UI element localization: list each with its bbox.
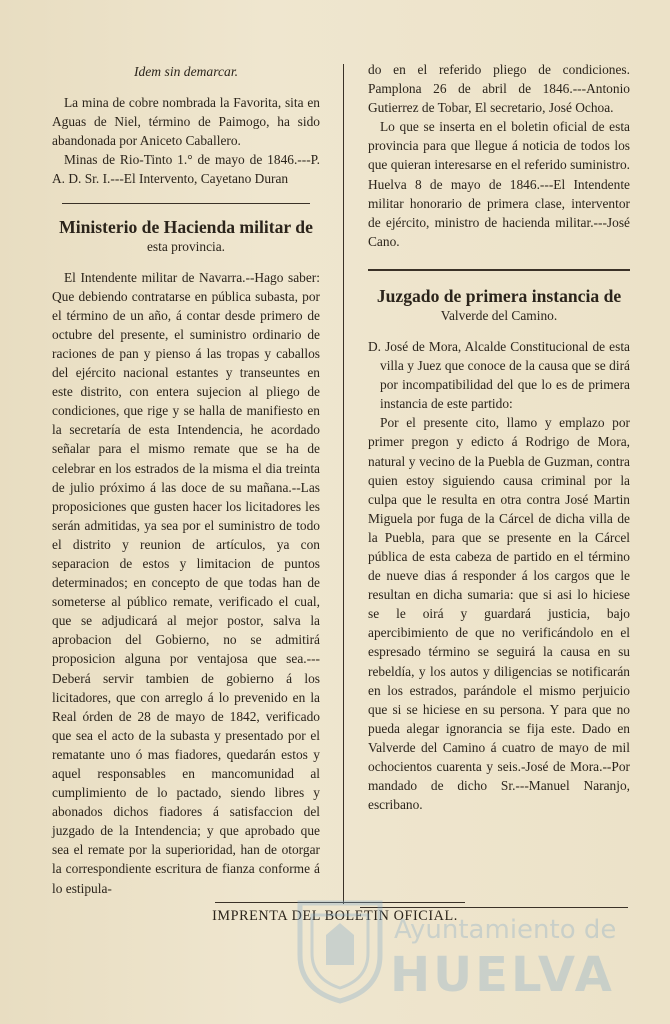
boletin-insert-paragraph: Lo que se inserta en el boletin oficial de esta provincia para que llegue á noticia de todos los que quieran interesarse en el referido suministro. Huelva 8 de mayo de 1846.---El Intendente militar honorario de primera clase, interventor de ejército, ministro de hacienda militar.---José Cano. [368, 119, 630, 249]
printer-imprint: IMPRENTA DEL BOLETIN OFICIAL. [212, 908, 458, 924]
mine-notice-signature: Minas de Rio-Tinto 1.° de mayo de 1846.---P. A. D. Sr. I.---El Intervento, Cayetano Duran [52, 152, 320, 187]
juzgado-intro-paragraph: D. José de Mora, Alcalde Constitucional de esta villa y Juez que conoce de la causa que se dirá por incompatibilidad del que lo es de primera instancia de este partido: [368, 338, 630, 412]
right-column [368, 60, 630, 914]
column-divider [343, 64, 344, 904]
juzgado-edict-body: Por el presente cito, llamo y emplazo por primer pregon y edicto á Rodrigo de Mora, natural y vecino de la Puebla de Guzman, contra quien estoy siguiendo causa criminal por la culpa que le resulta en otra contra José Martin Miguela por fuga de la Cárcel de dicha villa de la Puebla, para que se presente en la Cárcel pública de esta cabeza de partido en el término de nueve dias á responder á los cargos que le resultan en dicha sumaria: que si asi lo hiciese se le oirá y guardará justicia, bajo apercibimiento de que no verificándolo en el espresado término se seguirá la causa en su rebeldía, y los autos y diligencias se notificarán en los estrados, parándole el mismo perjuicio que si se hiciese en su persona. Y para que no pueda alegar ignorancia se fija este. Dado en Valverde del Camino á cuatro de mayo de mil ochocientos cuarenta y seis.-José de Mora.--Por mandado de dicho Sr.---Manuel Naranjo, escribano. [368, 415, 630, 813]
mine-notice-paragraph: La mina de cobre nombrada la Favorita, sita en Aguas de Niel, término de Paimogo, ha sido abandonada por Aniceto Caballero. [52, 95, 320, 149]
hacienda-notice-body: El Intendente militar de Navarra.--Hago saber: Que debiendo contratarse en pública subasta, por el término de un año, á contar desde primero de octubre del presente, el suministro ordinario de raciones de pan y pienso á las tropas y caballos del ejército nacional estantes y transeuntes en este distrito, con entera sujecion al pliego de condiciones, que rige y se halla de manifiesto en la secretaría de esta Intendencia, he acordado señalar para el mismo remate que se ha de celebrar en los estrados de la misma el dia treinta de julio próximo á las doce de su mañana.--Las proposiciones que gusten hacer los licitadores les serán admitidas, ya sea por el suministro de todo el distrito y reunion de artículos, ya con separacion de estos y limitacion de puntos determinados; en concepto de que todas han de someterse al público remate, verificado el cual, que se adjudicará al mejor postor, salva la aprobacion del Gobierno, no se admitirá proposicion alguna por ventajosa que sea.---Deberá servir tambien de gobierno á los licitadores, que con arreglo á lo prevenido en la Real órden de 28 de mayo de 1842, verificado que sea el acto de la subasta y presentado por el rematante uno ó mas fiadores, quedarán estos y aquel responsables en mancomunidad al cumplimiento de lo pactado, siendo libres y abonados dichos fiadores á satisfaccion del juzgado de la Intendencia; y que aprobado que sea el remate por la superioridad, han de otorgar la correspondiente escritura de fianza conforme á lo estipula- [52, 269, 320, 896]
watermark-line1: Ayuntamiento de [394, 915, 617, 945]
hacienda-notice-continuation: do en el referido pliego de condiciones. Pamplona 26 de abril de 1846.---Antonio Gutierrez de Tobar, El secretario, José Ochoa. [368, 62, 630, 116]
section-divider-double [368, 269, 630, 271]
section-divider [62, 203, 310, 204]
juzgado-section-title: Juzgado de primera instancia de [376, 285, 622, 306]
mine-section-heading: Idem sin demarcar. [133, 64, 239, 79]
hacienda-section-subtitle: esta provincia. [146, 238, 226, 254]
left-column [52, 60, 320, 914]
hacienda-section-title: Ministerio de Hacienda militar de [59, 216, 313, 237]
juzgado-section-subtitle: Valverde del Camino. [440, 307, 558, 323]
watermark-line2: HUELVA [390, 947, 615, 1003]
footer-rule [215, 902, 465, 903]
